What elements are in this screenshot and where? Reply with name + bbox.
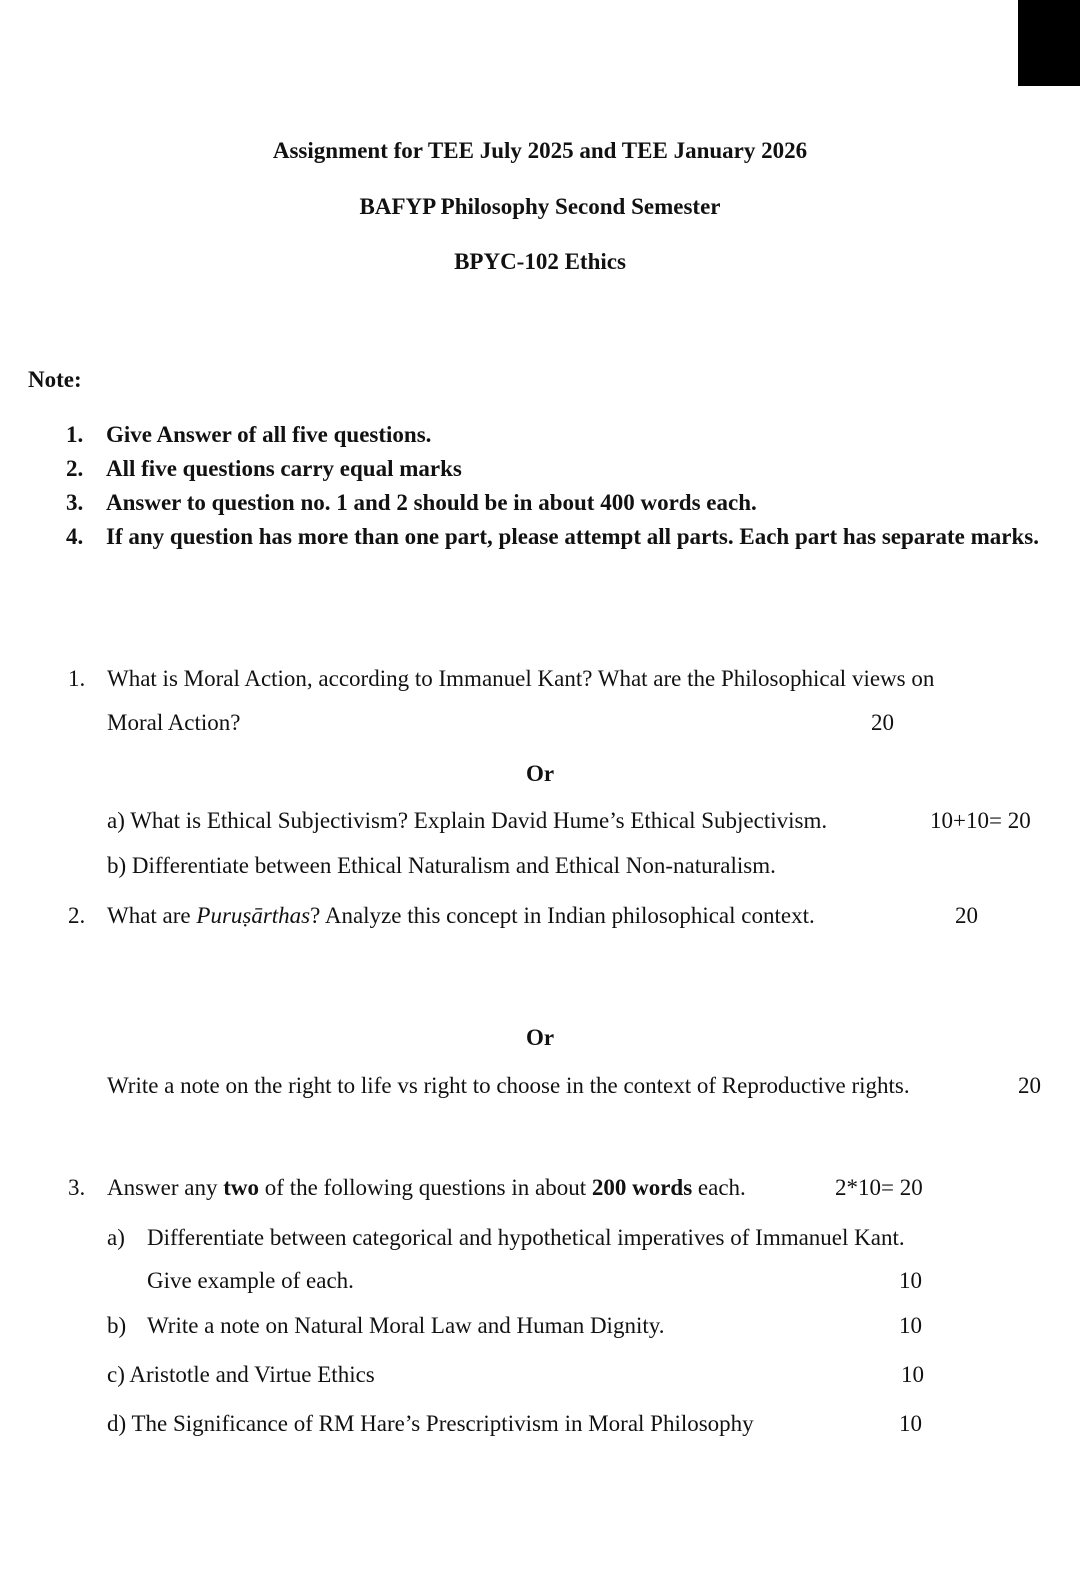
or-separator: Or bbox=[525, 761, 555, 786]
note-item-text: If any question has more than one part, please attempt all parts. Each part has separate marks. bbox=[106, 524, 1039, 549]
part-a-marks: 10 bbox=[899, 1268, 922, 1293]
note-list bbox=[66, 418, 1041, 554]
note-item-number: 2. bbox=[66, 456, 84, 481]
program-title: BAFYP Philosophy Second Semester bbox=[359, 194, 721, 219]
question-1-part-a: a) What is Ethical Subjectivism? Explain David Hume’s Ethical Subjectivism. bbox=[107, 808, 828, 833]
question-2-text-post: ? Analyze this concept in Indian philosophical context. bbox=[310, 903, 815, 928]
question-1-line-1: What is Moral Action, according to Immanuel Kant? What are the Philosophical views on bbox=[107, 666, 935, 691]
note-label: Note: bbox=[28, 367, 82, 392]
note-item bbox=[66, 452, 1041, 486]
part-a-label: a) bbox=[107, 1225, 125, 1250]
question-3-marks: 2*10= 20 bbox=[835, 1175, 923, 1200]
part-c-text: c) Aristotle and Virtue Ethics bbox=[107, 1362, 375, 1387]
part-b-marks: 10 bbox=[899, 1313, 922, 1338]
question-2-text bbox=[107, 903, 815, 929]
question-number: 1. bbox=[68, 666, 86, 691]
question-number: 2. bbox=[68, 903, 86, 928]
note-item-number: 4. bbox=[66, 524, 84, 549]
question-1-line-2: Moral Action? bbox=[107, 710, 241, 735]
intro-bold-two: two bbox=[223, 1175, 260, 1200]
course-title: BPYC-102 Ethics bbox=[454, 249, 626, 274]
note-item bbox=[66, 486, 1041, 520]
part-a-line-1: Differentiate between categorical and hypothetical imperatives of Immanuel Kant. bbox=[147, 1225, 905, 1250]
intro-text: Answer any bbox=[107, 1175, 224, 1200]
question-1-part-a-marks: 10+10= 20 bbox=[930, 808, 1031, 833]
part-c-marks: 10 bbox=[901, 1362, 924, 1387]
note-item-number: 3. bbox=[66, 490, 84, 515]
note-item-text: Answer to question no. 1 and 2 should be in about 400 words each. bbox=[106, 490, 757, 515]
question-1-marks: 20 bbox=[871, 710, 894, 735]
or-separator: Or bbox=[525, 1025, 555, 1050]
part-a-line-2: Give example of each. bbox=[147, 1268, 354, 1293]
question-number: 3. bbox=[68, 1175, 86, 1200]
question-2-marks: 20 bbox=[955, 903, 978, 928]
intro-text: each. bbox=[692, 1175, 746, 1200]
purusarthas-term: Puruṣārthas bbox=[196, 903, 311, 928]
note-item-number: 1. bbox=[66, 422, 84, 447]
part-d-marks: 10 bbox=[899, 1411, 922, 1436]
question-1-part-b: b) Differentiate between Ethical Naturalism and Ethical Non-naturalism. bbox=[107, 853, 776, 878]
intro-bold-words: 200 words bbox=[591, 1175, 693, 1200]
question-3-intro bbox=[107, 1175, 746, 1201]
redaction-block bbox=[1018, 0, 1080, 86]
note-item-text: Give Answer of all five questions. bbox=[106, 422, 432, 447]
question-2-alternative-marks: 20 bbox=[1018, 1073, 1041, 1098]
question-2-text-pre: What are bbox=[107, 903, 197, 928]
note-item bbox=[66, 520, 1041, 554]
question-2-alternative: Write a note on the right to life vs right to choose in the context of Reproductive rights. bbox=[107, 1073, 910, 1098]
part-b-text: Write a note on Natural Moral Law and Human Dignity. bbox=[147, 1313, 665, 1338]
intro-text: of the following questions in about bbox=[259, 1175, 592, 1200]
note-item-text: All five questions carry equal marks bbox=[106, 456, 462, 481]
note-item bbox=[66, 418, 1041, 452]
part-d-text: d) The Significance of RM Hare’s Prescriptivism in Moral Philosophy bbox=[107, 1411, 754, 1436]
assignment-title: Assignment for TEE July 2025 and TEE January 2026 bbox=[272, 138, 808, 163]
part-b-label: b) bbox=[107, 1313, 127, 1338]
